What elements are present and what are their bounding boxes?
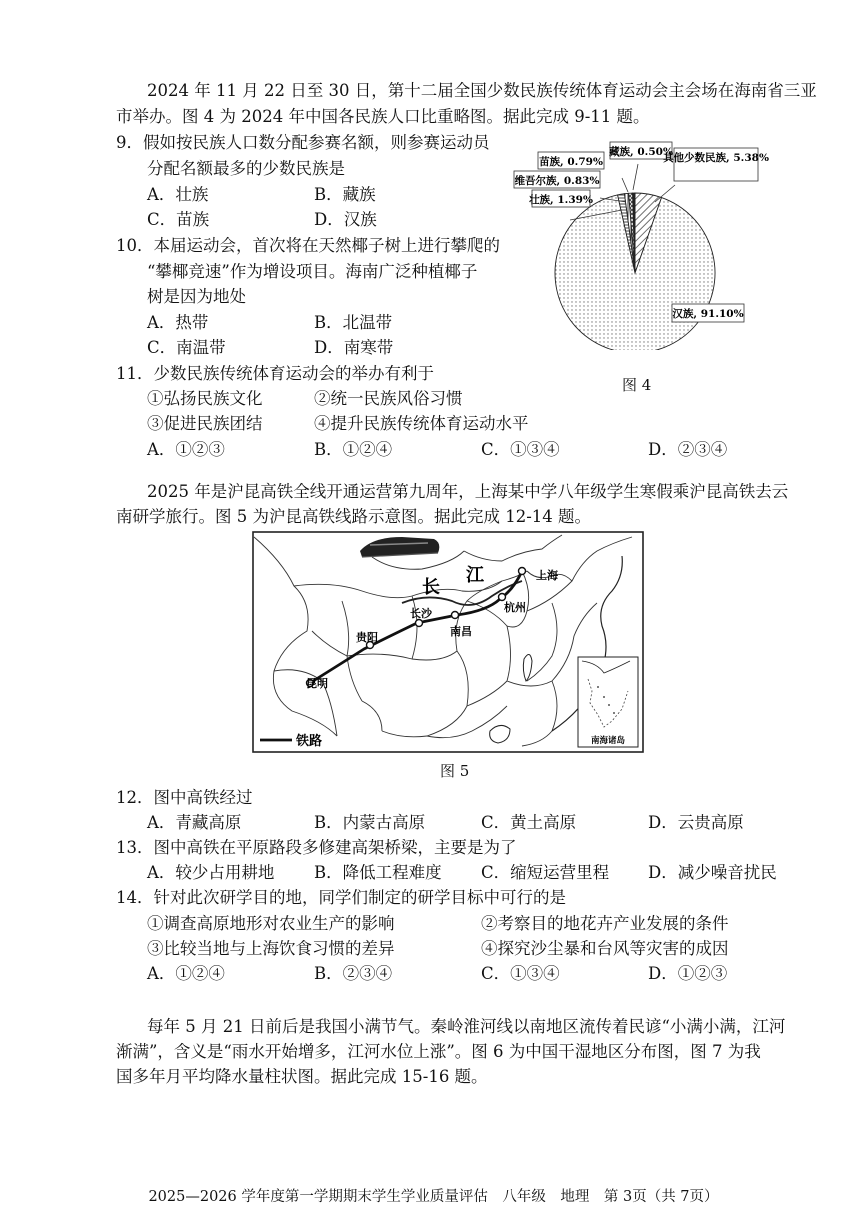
- svg-text:其他少数民族, 5.38%: 其他少数民族, 5.38%: [663, 152, 769, 164]
- q11-option-d: D．②③④: [648, 440, 728, 459]
- city-label-changsha: 长沙: [410, 607, 432, 620]
- city-label-hangzhou: 杭州: [504, 601, 526, 614]
- label-other: [663, 148, 769, 181]
- figure5-railway-map: [252, 531, 644, 753]
- q10-option-b: B．北温带: [314, 313, 393, 332]
- q14-statement-2: ②考察目的地花卉产业发展的条件: [481, 914, 729, 933]
- q10-stem-line1: 10．本届运动会，首次将在天然椰子树上进行攀爬的: [116, 236, 500, 255]
- station-hangzhou: [499, 594, 506, 601]
- q12-option-c: C．黄土高原: [481, 813, 577, 832]
- figure5-caption: 图 5: [440, 762, 470, 780]
- q10-stem-line3: 树是因为地处: [147, 287, 246, 306]
- q14-statement-1: ①调查高原地形对农业生产的影响: [147, 914, 395, 933]
- q13-option-a: A．较少占用耕地: [147, 863, 275, 882]
- q11-option-b: B．①②④: [314, 440, 393, 459]
- q13-option-d: D．减少噪音扰民: [648, 863, 777, 882]
- q10-option-d: D．南寒带: [314, 338, 394, 357]
- station-shanghai: [519, 568, 526, 575]
- q9-stem-line1: 9．假如按民族人口数分配参赛名额，则参赛运动员: [116, 133, 490, 152]
- q14-statement-4: ④探究沙尘暴和台风等灾害的成因: [481, 939, 729, 958]
- q11-option-c: C．①③④: [481, 440, 560, 459]
- q12-option-b: B．内蒙古高原: [314, 813, 426, 832]
- q12-option-a: A．青藏高原: [147, 813, 242, 832]
- station-changsha: [416, 620, 423, 627]
- svg-text:汉族, 91.10%: 汉族, 91.10%: [672, 308, 744, 320]
- city-label-nanchang: 南昌: [450, 625, 472, 638]
- q9-option-d: D．汉族: [314, 210, 377, 229]
- city-label-shanghai: 上海: [536, 569, 558, 582]
- intro3-line3: 国多年月平均降水量柱状图。据此完成 15-16 题。: [116, 1067, 488, 1086]
- svg-text:南海诸岛: 南海诸岛: [590, 736, 626, 746]
- q9-option-b: B．藏族: [314, 185, 376, 204]
- q11-statement-4: ④提升民族传统体育运动水平: [314, 414, 529, 433]
- q13-stem: 13．图中高铁在平原路段多修建高架桥梁，主要是为了: [116, 838, 517, 857]
- q9-option-c: C．苗族: [147, 210, 210, 229]
- q14-stem: 14．针对此次研学目的地，同学们制定的研学目标中可行的是: [116, 888, 566, 907]
- q11-option-a: A．①②③: [147, 440, 225, 459]
- label-uyghur: [514, 171, 600, 188]
- svg-text:藏族, 0.50%: 藏族, 0.50%: [609, 146, 673, 158]
- q10-stem-line2: “攀椰竞速”作为增设项目。海南广泛种植椰子: [147, 262, 478, 281]
- q14-statement-3: ③比较当地与上海饮食习惯的差异: [147, 939, 395, 958]
- city-label-guiyang: 贵阳: [356, 631, 378, 644]
- q11-stem: 11．少数民族传统体育运动会的举办有利于: [116, 364, 434, 383]
- q13-option-c: C．缩短运营里程: [481, 863, 610, 882]
- intro1-line2: 市举办。图 4 为 2024 年中国各民族人口比重略图。据此完成 9-11 题。: [116, 107, 650, 126]
- svg-text:维吾尔族, 0.83%: 维吾尔族, 0.83%: [514, 175, 600, 187]
- south-china-sea-inset: [578, 657, 638, 747]
- q9-option-a: A．壮族: [147, 185, 209, 204]
- q10-option-c: C．南温带: [147, 338, 226, 357]
- q10-option-a: A．热带: [147, 313, 209, 332]
- intro2-line2: 南研学旅行。图 5 为沪昆高铁线路示意图。据此完成 12-14 题。: [116, 507, 592, 526]
- page-footer: 2025—2026 学年度第一学期期末学生学业质量评估 八年级 地理 第 3页（共 7页）: [148, 1189, 719, 1205]
- q14-option-b: B．②③④: [314, 964, 393, 983]
- intro1-line1: 2024 年 11 月 22 日至 30 日，第十二届全国少数民族传统体育运动会主会场在海南省三亚: [147, 81, 817, 100]
- legend-railway-label: 铁路: [296, 734, 323, 749]
- q12-stem: 12．图中高铁经过: [116, 788, 253, 807]
- river-label-jiang: 江: [466, 565, 484, 586]
- intro2-line1: 2025 年是沪昆高铁全线开通运营第九周年，上海某中学八年级学生寒假乘沪昆高铁去云: [147, 482, 789, 501]
- river-label-chang: 长: [422, 577, 440, 598]
- q11-statement-1: ①弘扬民族文化: [147, 389, 263, 408]
- intro3-line1: 每年 5 月 21 日前后是我国小满节气。秦岭淮河线以南地区流传着民谚“小满小满，江河: [147, 1017, 786, 1036]
- svg-text:壮族, 1.39%: 壮族, 1.39%: [529, 194, 593, 206]
- q14-option-d: D．①②③: [648, 964, 728, 983]
- label-zhuang: [528, 190, 593, 207]
- q11-statement-3: ③促进民族团结: [147, 414, 263, 433]
- label-han: [672, 304, 744, 322]
- q9-stem-line2: 分配名额最多的少数民族是: [147, 159, 345, 178]
- q11-statement-2: ②统一民族风俗习惯: [314, 389, 463, 408]
- q12-option-d: D．云贵高原: [648, 813, 744, 832]
- q14-option-c: C．①③④: [481, 964, 560, 983]
- figure4-pie-chart: [510, 140, 770, 350]
- svg-text:苗族, 0.79%: 苗族, 0.79%: [539, 156, 603, 168]
- figure4-caption: 图 4: [622, 376, 652, 394]
- label-miao: [538, 152, 604, 169]
- intro3-line2: 渐满”，含义是“雨水开始增多，江河水位上涨”。图 6 为中国干湿地区分布图，图 7 为我: [116, 1042, 761, 1061]
- q13-option-b: B．降低工程难度: [314, 863, 442, 882]
- q14-option-a: A．①②④: [147, 964, 225, 983]
- station-nanchang: [452, 612, 459, 619]
- city-label-kunming: 昆明: [306, 677, 328, 690]
